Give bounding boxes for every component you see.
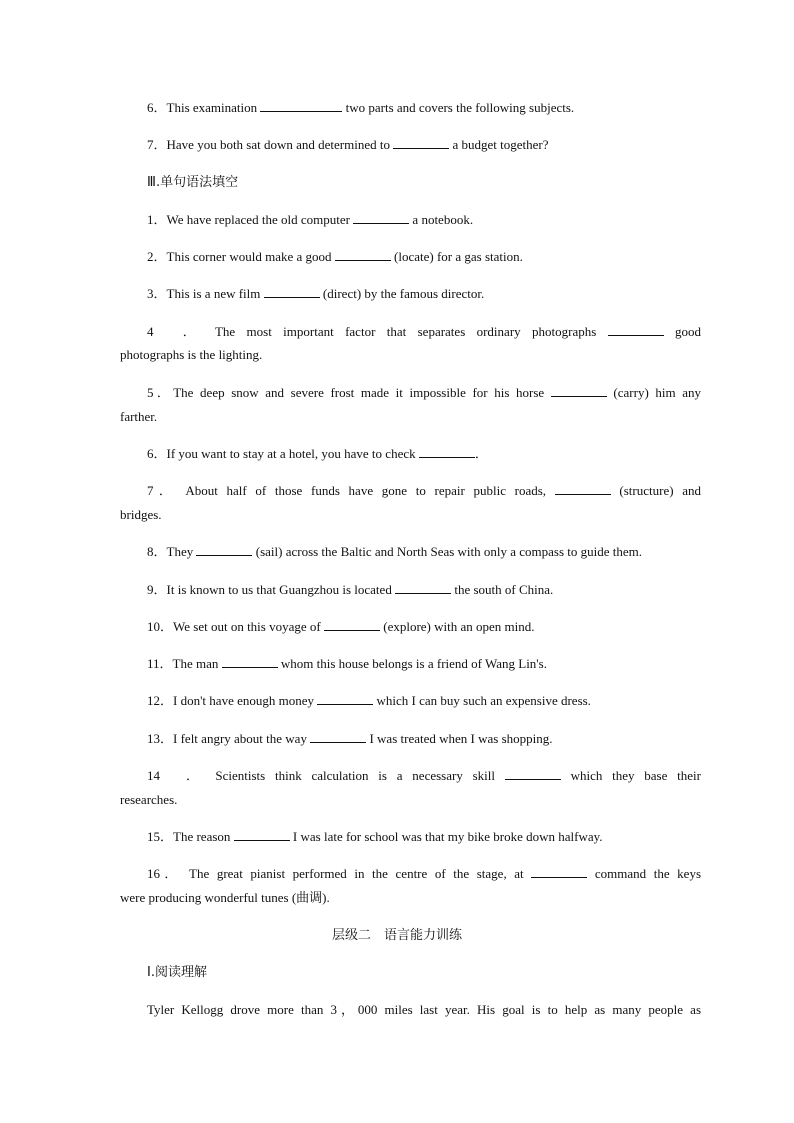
answer-blank[interactable] [264, 284, 320, 298]
grammar-question-11 [120, 652, 701, 676]
question-text: a budget together? [449, 137, 549, 152]
question-number: 8． [147, 544, 167, 559]
grammar-question-4 [120, 320, 701, 344]
question-text: I was late for school was that my bike broke down halfway. [289, 829, 603, 844]
grammar-question-1 [120, 208, 701, 232]
question-text: The deep snow and severe frost made it impossible for his horse [173, 385, 551, 400]
question-text: whom this house belongs is a friend of Wang Lin's. [277, 656, 547, 671]
question-text: good [675, 324, 701, 339]
question-number: 2． [147, 249, 167, 264]
answer-blank[interactable] [505, 766, 561, 780]
question-text: two parts and covers the following subjects. [342, 100, 575, 115]
reading-heading: Ⅰ.阅读理解 [147, 965, 207, 980]
question-text: Have you both sat down and determined to [166, 137, 394, 152]
grammar-question-3 [120, 282, 701, 306]
question-number: 5． [147, 385, 174, 400]
answer-blank[interactable] [393, 135, 449, 149]
grammar-question-10 [120, 615, 701, 639]
question-number: 7． [147, 483, 178, 498]
grammar-question-6 [120, 442, 701, 466]
question-number: 1． [147, 212, 167, 227]
answer-blank[interactable] [335, 247, 391, 261]
question-text: command the keys [594, 866, 702, 881]
answer-blank[interactable] [324, 617, 380, 631]
grammar-question-13 [120, 727, 701, 751]
question-text: (carry) him any [613, 385, 701, 400]
answer-blank[interactable] [234, 827, 290, 841]
answer-blank[interactable] [353, 210, 409, 224]
question-text: It is known to us that Guangzhou is located [166, 582, 396, 597]
question-text: If you want to stay at a hotel, you have to check [166, 446, 419, 461]
question-text: which I can buy such an expensive dress. [373, 693, 591, 708]
question-text: I don't have enough money [173, 693, 318, 708]
question-text: which they base their [570, 768, 701, 783]
passage-line-1: Tyler Kellogg drove more than 3，000 miles last year. His goal is to help as many people as [147, 1002, 701, 1017]
grammar-question-14 [120, 764, 701, 788]
question-text: This corner would make a good [166, 249, 335, 264]
answer-blank[interactable] [317, 691, 373, 705]
question-text: The reason [173, 829, 234, 844]
grammar-question-16-cont: were producing wonderful tunes (曲调). [120, 890, 330, 905]
question-text: I was treated when I was shopping. [366, 731, 553, 746]
answer-blank[interactable] [222, 654, 278, 668]
grammar-question-2 [120, 245, 701, 269]
question-text: (sail) across the Baltic and North Seas with only a compass to guide them. [252, 544, 643, 559]
answer-blank[interactable] [395, 580, 451, 594]
question-text: ． [474, 446, 488, 461]
question-text: They [166, 544, 197, 559]
grammar-question-5-cont: farther. [120, 409, 158, 424]
question-number: 9． [147, 582, 167, 597]
question-text: The man [172, 656, 222, 671]
question-text: We have replaced the old computer [166, 212, 354, 227]
question-7-line [120, 133, 701, 157]
grammar-question-7 [120, 479, 701, 503]
grammar-question-7-cont: bridges. [120, 507, 162, 522]
question-text: (structure) and [619, 483, 701, 498]
question-number: 12． [147, 693, 174, 708]
question-number: 15． [147, 829, 174, 844]
question-text: The great pianist performed in the centre of the stage, at [189, 866, 532, 881]
question-text: the south of China. [451, 582, 554, 597]
grammar-question-16 [120, 862, 701, 886]
grammar-question-5 [120, 381, 701, 405]
answer-blank[interactable] [608, 322, 664, 336]
question-number: 6． [147, 446, 167, 461]
question-number: 7． [147, 137, 167, 152]
grammar-question-12 [120, 689, 701, 713]
answer-blank[interactable] [419, 444, 475, 458]
answer-blank[interactable] [310, 729, 366, 743]
answer-blank[interactable] [531, 864, 587, 878]
section-heading-grammar-fill: Ⅲ.单句语法填空 [147, 175, 239, 190]
answer-blank[interactable] [555, 481, 611, 495]
grammar-question-9 [120, 578, 701, 602]
question-text: I felt angry about the way [173, 731, 311, 746]
question-text: We set out on this voyage of [173, 619, 324, 634]
question-text: About half of those funds have gone to repair public roads, [185, 483, 555, 498]
question-number: 16． [147, 866, 182, 881]
question-text: (explore) with an open mind. [379, 619, 535, 634]
answer-blank[interactable] [551, 383, 607, 397]
question-text: This examination [166, 100, 261, 115]
level-two-title: 层级二 语言能力训练 [331, 928, 462, 943]
question-text: (locate) for a gas station. [390, 249, 523, 264]
question-6-line [120, 96, 701, 120]
question-text: This is a new film [166, 286, 264, 301]
question-text: Scientists think calculation is a necessary skill [215, 768, 505, 783]
answer-blank[interactable] [260, 98, 342, 112]
question-number: 10． [147, 619, 174, 634]
grammar-question-8 [120, 540, 701, 564]
question-text: a notebook. [409, 212, 474, 227]
answer-blank[interactable] [196, 542, 252, 556]
grammar-question-14-cont: researches. [120, 792, 178, 807]
question-number: 11． [147, 656, 173, 671]
question-text: The most important factor that separates ordinary photographs [214, 324, 608, 339]
question-text: (direct) by the famous director. [319, 286, 485, 301]
question-number: 13． [147, 731, 174, 746]
question-number: 6． [147, 100, 167, 115]
question-number: 14 ． [147, 768, 206, 783]
question-number: 3． [147, 286, 167, 301]
grammar-question-4-cont: photographs is the lighting. [120, 347, 263, 362]
question-number: 4 ． [147, 324, 204, 339]
grammar-question-15 [120, 825, 701, 849]
